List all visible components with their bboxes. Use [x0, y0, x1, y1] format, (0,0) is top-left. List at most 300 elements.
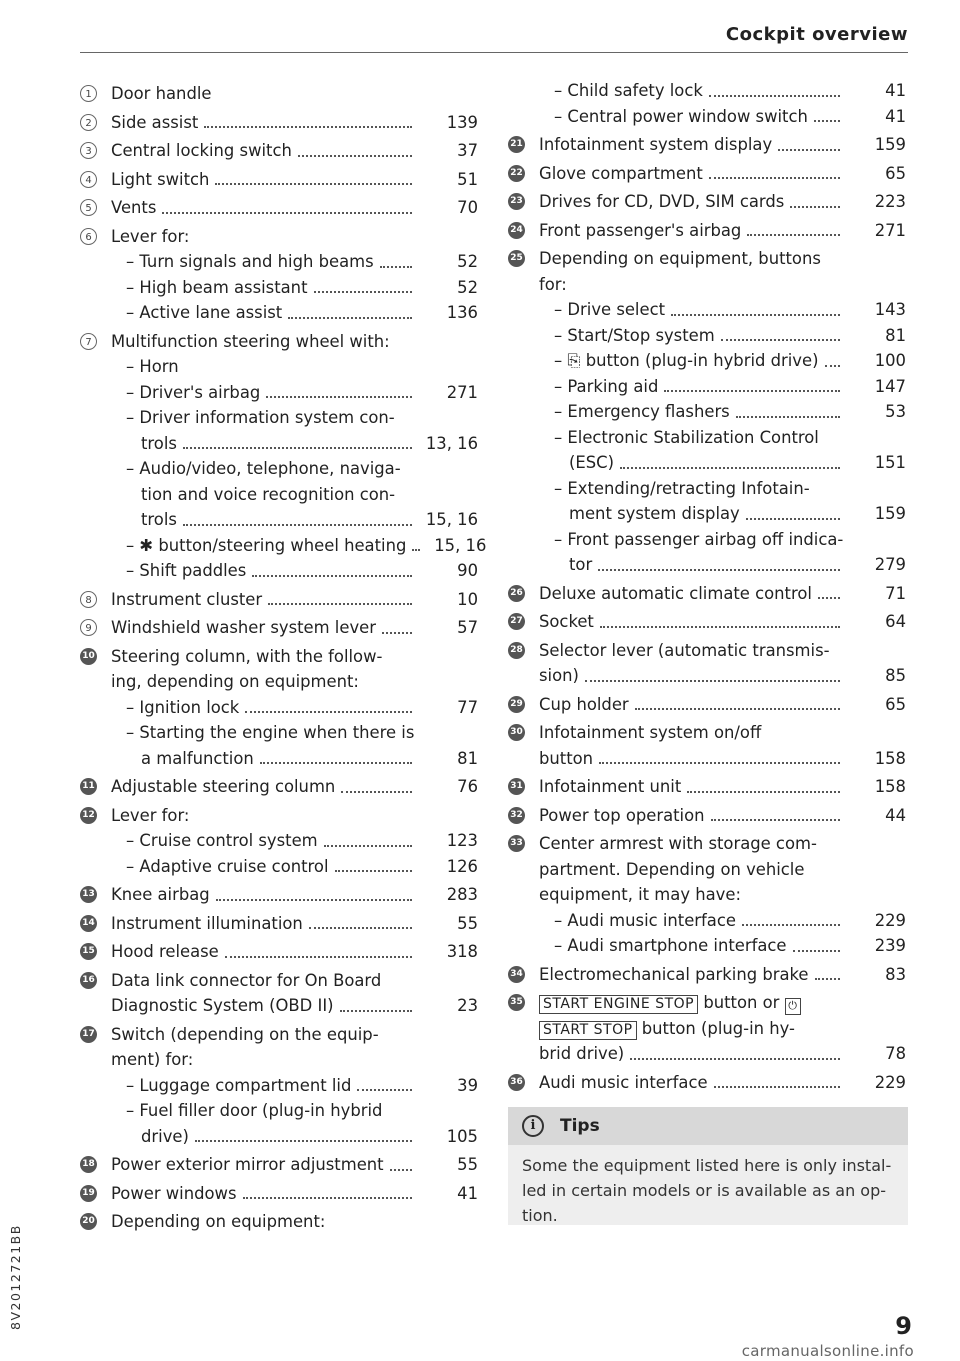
index-entry	[508, 78, 906, 104]
dot-leader	[599, 762, 840, 764]
entry-text: – Shift paddles	[126, 561, 247, 580]
callout-number: 26	[508, 585, 525, 602]
entry-text: – Drive select	[554, 300, 666, 319]
dot-leader	[324, 845, 412, 847]
index-entry	[80, 329, 478, 355]
page-reference: 147	[874, 376, 906, 396]
right-column	[508, 78, 906, 1095]
page-reference: 151	[874, 453, 906, 472]
entry-text: drive)	[141, 1126, 189, 1146]
dot-leader	[709, 95, 840, 97]
page-reference: 85	[885, 666, 906, 685]
page-reference: 15, 16	[434, 535, 487, 555]
dot-leader	[216, 899, 412, 901]
index-entry	[508, 933, 906, 959]
callout-number: 7	[80, 333, 97, 350]
entry-text: Steering column, with the follow-	[111, 646, 383, 666]
index-entry	[80, 431, 478, 457]
entry-text: trols	[141, 433, 177, 453]
callout-number: 25	[508, 250, 525, 267]
index-entry	[508, 374, 906, 400]
page-reference: 13, 16	[425, 433, 478, 453]
entry-text: – High beam assistant	[126, 277, 308, 297]
index-entry	[80, 507, 478, 533]
index-entry	[80, 195, 478, 221]
index-entry	[80, 81, 478, 107]
entry-text: Power exterior mirror adjustment	[111, 1155, 384, 1174]
page-reference: 55	[457, 913, 478, 933]
page-reference: 271	[874, 220, 906, 240]
dot-leader	[412, 549, 420, 551]
index-entry	[80, 720, 478, 746]
page-reference: 81	[457, 748, 478, 768]
index-entry	[80, 1152, 478, 1178]
index-entry	[508, 882, 906, 908]
dot-leader	[747, 234, 840, 236]
entry-text: Adjustable steering column	[111, 777, 336, 796]
page-reference: 44	[885, 805, 906, 825]
dot-leader	[671, 314, 840, 316]
index-entry	[508, 399, 906, 425]
callout-number: 8	[80, 591, 97, 608]
page-reference: 64	[885, 612, 906, 631]
callout-number: 17	[80, 1026, 97, 1043]
index-entry	[508, 527, 906, 553]
callout-number: 10	[80, 648, 97, 665]
page-reference: 159	[874, 504, 906, 523]
dot-leader	[664, 390, 840, 392]
entry-text: partment. Depending on vehicle	[539, 859, 805, 879]
entry-text: Depending on equipment, buttons	[539, 249, 821, 268]
index-entry	[508, 857, 906, 883]
page-reference: 139	[446, 112, 478, 132]
tips-line: Some the equipment listed here is only instal-	[522, 1156, 892, 1175]
header-rule	[80, 52, 908, 53]
page-reference: 65	[885, 163, 906, 183]
callout-number: 3	[80, 142, 97, 159]
dot-leader	[309, 927, 412, 929]
entry-text: Instrument illumination	[111, 913, 303, 933]
index-entry	[80, 774, 478, 800]
callout-number: 27	[508, 613, 525, 630]
entry-text: a malfunction	[141, 748, 254, 768]
page-reference: 41	[885, 106, 906, 126]
index-entry	[80, 482, 478, 508]
dot-leader	[243, 1197, 413, 1199]
page-reference: 279	[874, 555, 906, 574]
start-stop-key: START STOP	[539, 1021, 637, 1040]
index-entry	[80, 456, 478, 482]
dot-leader	[245, 711, 412, 713]
callout-number: 30	[508, 724, 525, 741]
dot-leader	[183, 524, 412, 526]
dot-leader	[314, 291, 413, 293]
page-reference: 90	[457, 561, 478, 580]
entry-text: Socket	[539, 612, 594, 631]
dot-leader	[620, 467, 840, 469]
entry-text: Depending on equipment:	[111, 1212, 326, 1231]
entry-text: Data link connector for On Board	[111, 970, 382, 990]
dot-leader	[793, 950, 841, 952]
entry-text: brid drive)	[539, 1044, 625, 1063]
entry-text: Cup holder	[539, 694, 629, 714]
entry-text: – Horn	[126, 357, 179, 376]
page-reference: 105	[446, 1126, 478, 1146]
entry-text: Windshield washer system lever	[111, 618, 376, 637]
page-reference: 83	[885, 964, 906, 984]
index-entry	[80, 828, 478, 854]
index-entry	[80, 911, 478, 937]
index-entry	[508, 581, 906, 607]
page-reference: 239	[874, 936, 906, 955]
callout-number: 11	[80, 778, 97, 795]
index-entry	[508, 189, 906, 215]
dot-leader	[630, 1058, 840, 1060]
page-number: 9	[895, 1312, 912, 1340]
entry-text: Lever for:	[111, 226, 190, 246]
entry-text: – Audi music interface	[554, 910, 736, 930]
dot-leader	[818, 597, 840, 599]
entry-text: Audi music interface	[539, 1072, 708, 1092]
dot-leader	[215, 183, 412, 185]
index-entry	[80, 1022, 478, 1048]
dot-leader	[260, 762, 412, 764]
dot-leader	[380, 266, 412, 268]
info-icon: i	[522, 1115, 544, 1137]
entry-text: ing, depending on equipment:	[111, 672, 359, 691]
entry-text: Infotainment system display	[539, 135, 773, 154]
tips-line: tion.	[522, 1206, 558, 1225]
index-entry	[508, 831, 906, 857]
index-entry	[508, 803, 906, 829]
page-reference: 229	[874, 910, 906, 930]
page-reference: 57	[457, 618, 478, 637]
index-entry	[508, 609, 906, 635]
entry-text: – Cruise control system	[126, 831, 318, 850]
index-entry	[80, 968, 478, 994]
index-entry	[508, 692, 906, 718]
callout-number: 2	[80, 114, 97, 131]
dot-leader	[288, 317, 412, 319]
index-entry	[80, 669, 478, 695]
page-reference: 55	[457, 1155, 478, 1174]
entry-text: tor	[569, 555, 593, 574]
left-column	[80, 78, 487, 1235]
index-entry	[508, 323, 906, 349]
entry-text: – Extending/retracting Infotain-	[554, 478, 810, 498]
index-entry	[508, 1041, 906, 1067]
dot-leader	[790, 206, 840, 208]
entry-text-part: button or	[698, 993, 785, 1012]
entry-text: Diagnostic System (OBD II)	[111, 996, 334, 1015]
dot-leader	[335, 870, 413, 872]
tips-body	[508, 1145, 908, 1228]
index-entry	[80, 939, 478, 965]
page-reference: 143	[874, 300, 906, 319]
callout-number: 18	[80, 1156, 97, 1173]
entry-text: Multifunction steering wheel with:	[111, 331, 390, 351]
page-reference: 100	[874, 351, 906, 370]
index-entry	[508, 246, 906, 272]
entry-text: – Active lane assist	[126, 303, 283, 322]
page-reference: 158	[874, 777, 906, 796]
index-entry	[80, 533, 487, 559]
entry-text: Side assist	[111, 112, 199, 132]
page-reference: 271	[446, 382, 478, 402]
page-reference: 158	[874, 748, 906, 768]
index-entry	[80, 1073, 478, 1099]
index-entry	[80, 138, 478, 164]
entry-text-part: button (plug-in hy-	[636, 1018, 795, 1038]
entry-text: Switch (depending on the equip-	[111, 1024, 379, 1044]
start-stop-key: START ENGINE STOP	[539, 995, 698, 1014]
entry-text: Selector lever (automatic transmis-	[539, 640, 830, 660]
entry-text: – Starting the engine when there is	[126, 723, 415, 742]
index-entry	[508, 638, 906, 664]
dot-leader	[742, 924, 840, 926]
page-reference: 81	[885, 325, 906, 345]
watermark: carmanualsonline.info	[741, 1342, 914, 1360]
tips-title: Tips	[560, 1116, 600, 1136]
index-entry	[508, 552, 906, 578]
callout-number: 6	[80, 228, 97, 245]
page-reference: 126	[446, 856, 478, 876]
index-entry	[80, 167, 478, 193]
dot-leader	[357, 1089, 412, 1091]
page-reference: 52	[457, 277, 478, 297]
callout-number: 35	[508, 994, 525, 1011]
tips-line: led in certain models or is available as an op-	[522, 1181, 887, 1200]
index-entry	[80, 854, 478, 880]
index-entry	[508, 161, 906, 187]
entry-text: Center armrest with storage com-	[539, 834, 817, 853]
dot-leader	[778, 149, 840, 151]
entry-text: – Electronic Stabilization Control	[554, 427, 819, 447]
index-entry	[508, 720, 906, 746]
index-entry	[508, 272, 906, 298]
page-reference: 76	[457, 777, 478, 796]
callout-number: 22	[508, 165, 525, 182]
index-entry	[80, 993, 478, 1019]
index-entry	[80, 110, 478, 136]
index-entry	[508, 104, 906, 130]
callout-number: 13	[80, 886, 97, 903]
page-reference: 223	[874, 192, 906, 211]
page-reference: 41	[457, 1183, 478, 1203]
index-entry	[508, 132, 906, 158]
entry-text: Light switch	[111, 169, 210, 189]
page-reference: 78	[885, 1044, 906, 1063]
callout-number: 16	[80, 972, 97, 989]
entry-text: – Driver information system con-	[126, 408, 395, 427]
callout-number: 9	[80, 619, 97, 636]
dot-leader	[225, 956, 412, 958]
index-entry	[80, 803, 478, 829]
entry-text: tion and voice recognition con-	[141, 484, 396, 504]
page-reference: 70	[457, 198, 478, 217]
callout-number: 21	[508, 136, 525, 153]
entry-text: Power top operation	[539, 805, 705, 825]
entry-text: – Driver's airbag	[126, 382, 261, 402]
entry-text: Infotainment unit	[539, 777, 682, 796]
entry-text: – Luggage compartment lid	[126, 1075, 352, 1095]
entry-text: ment system display	[569, 504, 740, 523]
callout-number: 31	[508, 778, 525, 795]
dot-leader	[814, 120, 840, 122]
page-reference: 41	[885, 81, 906, 100]
index-entry	[80, 224, 478, 250]
callout-number: 20	[80, 1213, 97, 1230]
page-reference: 77	[457, 697, 478, 717]
index-entry	[508, 425, 906, 451]
callout-number: 19	[80, 1185, 97, 1202]
entry-text: – Audi smartphone interface	[554, 936, 787, 955]
dot-leader	[298, 155, 412, 157]
callout-number: 15	[80, 943, 97, 960]
index-entry	[508, 663, 906, 689]
index-entry	[80, 380, 478, 406]
dot-leader	[635, 708, 840, 710]
page-reference: 53	[885, 402, 906, 421]
entry-text: Deluxe automatic climate control	[539, 583, 812, 603]
index-entry	[80, 587, 478, 613]
entry-text: – Parking aid	[554, 376, 659, 396]
entry-text: – Fuel filler door (plug-in hybrid	[126, 1101, 383, 1120]
index-entry	[508, 908, 906, 934]
index-entry	[508, 746, 906, 772]
callout-number: 32	[508, 807, 525, 824]
page-reference: 318	[446, 942, 478, 961]
index-entry	[80, 695, 478, 721]
page-reference: 51	[457, 169, 478, 189]
entry-text: Knee airbag	[111, 885, 210, 904]
index-entry	[80, 1047, 478, 1073]
entry-text: sion)	[539, 666, 579, 685]
entry-text: – Adaptive cruise control	[126, 856, 329, 876]
callout-number: 36	[508, 1074, 525, 1091]
dot-leader	[746, 518, 840, 520]
entry-text: for:	[539, 274, 567, 294]
dot-leader	[825, 365, 841, 367]
dot-leader	[252, 575, 412, 577]
entry-text: – Central power window switch	[554, 106, 808, 126]
index-entry	[80, 300, 478, 326]
index-entry	[508, 476, 906, 502]
dot-leader	[390, 1169, 412, 1171]
entry-text: button	[539, 748, 594, 768]
entry-text	[539, 1016, 795, 1042]
page-reference: 37	[457, 141, 478, 160]
entry-text: Instrument cluster	[111, 589, 263, 609]
callout-number: 4	[80, 171, 97, 188]
page-reference: 71	[885, 583, 906, 603]
dot-leader	[266, 396, 412, 398]
callout-number: 34	[508, 966, 525, 983]
index-entry	[80, 405, 478, 431]
tips-header	[508, 1107, 908, 1145]
dot-leader	[204, 126, 412, 128]
tips-box	[508, 1107, 908, 1225]
entry-text: Lever for:	[111, 805, 190, 825]
entry-text: Central locking switch	[111, 141, 292, 160]
entry-text: – ✱ button/steering wheel heating	[126, 535, 407, 555]
dot-leader	[687, 791, 840, 793]
page-reference: 159	[874, 135, 906, 154]
index-entry	[508, 501, 906, 527]
entry-text: trols	[141, 510, 177, 529]
index-entry	[508, 348, 906, 374]
entry-text: Electromechanical parking brake	[539, 964, 809, 984]
index-entry	[80, 882, 478, 908]
entry-text: – Audio/video, telephone, naviga-	[126, 459, 401, 478]
entry-text: ment) for:	[111, 1050, 194, 1069]
callout-number: 23	[508, 193, 525, 210]
entry-text: equipment, it may have:	[539, 885, 741, 904]
index-entry	[80, 615, 478, 641]
dot-leader	[600, 626, 840, 628]
page-header-title: Cockpit overview	[725, 24, 908, 45]
page-reference: 123	[446, 831, 478, 850]
index-entry	[80, 644, 478, 670]
entry-text	[539, 990, 801, 1016]
callout-number: 5	[80, 199, 97, 216]
callout-number: 1	[80, 85, 97, 102]
dot-leader	[382, 632, 412, 634]
index-entry	[80, 558, 478, 584]
entry-text: – Start/Stop system	[554, 325, 715, 345]
entry-text: (ESC)	[569, 453, 614, 472]
page-reference: 283	[446, 885, 478, 904]
index-entry	[80, 1181, 478, 1207]
index-entry	[508, 1070, 906, 1096]
entry-text: – Child safety lock	[554, 81, 703, 100]
callout-number: 14	[80, 915, 97, 932]
index-entry	[508, 774, 906, 800]
dot-leader	[709, 177, 840, 179]
entry-text: Hood release	[111, 942, 219, 961]
page-reference: 136	[446, 303, 478, 322]
index-entry	[80, 249, 478, 275]
dot-leader	[341, 791, 412, 793]
index-entry	[80, 1098, 478, 1124]
page-reference: 65	[885, 694, 906, 714]
dot-leader	[183, 447, 412, 449]
dot-leader	[162, 212, 412, 214]
document-code: 8V2012721BB	[8, 1224, 23, 1330]
index-entry	[80, 746, 478, 772]
entry-text: Drives for CD, DVD, SIM cards	[539, 192, 785, 211]
page-reference: 10	[457, 589, 478, 609]
index-entry	[508, 218, 906, 244]
entry-text: Front passenger's airbag	[539, 220, 742, 240]
entry-text: Vents	[111, 198, 157, 217]
index-entry	[508, 962, 906, 988]
dot-leader	[340, 1010, 412, 1012]
callout-number: 12	[80, 807, 97, 824]
entry-text: – Turn signals and high beams	[126, 252, 374, 271]
index-entry	[508, 450, 906, 476]
callout-number: 24	[508, 222, 525, 239]
entry-text: Glove compartment	[539, 163, 703, 183]
index-entry	[508, 1016, 906, 1042]
entry-text: Infotainment system on/off	[539, 723, 762, 742]
dot-leader	[585, 680, 840, 682]
page-reference: 15, 16	[425, 510, 478, 529]
dot-leader	[268, 603, 412, 605]
page-reference: 39	[457, 1075, 478, 1095]
page-reference: 23	[457, 996, 478, 1015]
dot-leader	[714, 1086, 840, 1088]
